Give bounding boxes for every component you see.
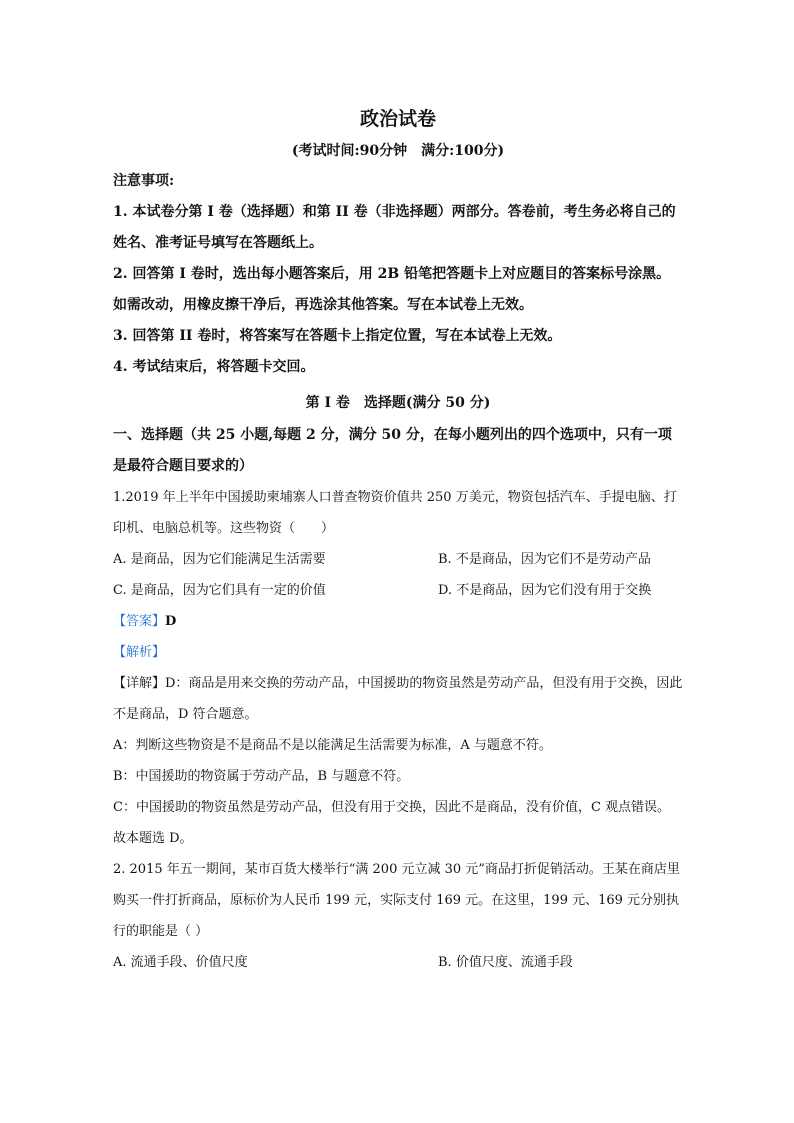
question-1-option-d: D. 不是商品，因为它们没有用于交换 <box>438 583 652 598</box>
exam-page <box>113 100 683 978</box>
page-title: 政治试卷 <box>359 108 436 130</box>
question-1-answer <box>113 606 683 637</box>
section-instructions: 一、选择题（共 25 小题,每题 2 分，满分 50 分，在每小题列出的四个选项中，只有一项是最符合题目要求的） <box>113 427 672 474</box>
page-subtitle: (考试时间:90分钟 满分:100分) <box>291 143 505 159</box>
question-1-option-a: A. 是商品，因为它们能满足生活需要 <box>113 552 326 567</box>
notice-item-1: 1. 本试卷分第 I 卷（选择题）和第 II 卷（非选择题）两部分。答卷前，考生务必将自己的姓名、准考证号填写在答题纸上。 <box>113 204 676 251</box>
question-1-options-row-2 <box>113 575 683 606</box>
section-title: 第 I 卷 选择题(满分 50 分) <box>305 395 491 411</box>
notice-heading: 注意事项: <box>113 173 175 189</box>
question-2-option-b: B. 价值尺度、流通手段 <box>438 955 573 970</box>
question-1-note-a: A：判断这些物资是不是商品不是以能满足生活需要为标准，A 与题意不符。 <box>113 738 552 753</box>
question-1-note-b: B：中国援助的物资属于劳动产品，B 与题意不符。 <box>113 769 410 784</box>
notice-item-3: 3. 回答第 II 卷时，将答案写在答题卡上指定位置，写在本试卷上无效。 <box>113 328 562 344</box>
question-1-detail: 【详解】D：商品是用来交换的劳动产品，中国援助的物资虽然是劳动产品，但没有用于交换，因此不是商品，D 符合题意。 <box>113 676 683 722</box>
question-1-stem: 1.2019 年上半年中国援助柬埔寨人口普查物资价值共 250 万美元，物资包括汽车、手提电脑、打印机、电脑总机等。这些物资（ ） <box>113 490 677 536</box>
question-2-option-a: A. 流通手段、价值尺度 <box>113 955 248 970</box>
notice-item-2: 2. 回答第 I 卷时，选出每小题答案后，用 2B 铅笔把答题卡上对应题目的答案标号涂黑。如需改动，用橡皮擦干净后，再选涂其他答案。写在本试卷上无效。 <box>113 266 671 313</box>
question-1-options-row-1 <box>113 544 683 575</box>
question-2-stem: 2. 2015 年五一期间，某市百货大楼举行“满 200 元立减 30 元”商品打折促销活动。王某在商店里购买一件打折商品，原标价为人民币 199 元，实际支付 169 元。在这里，199 元、169 元分别执行的职能是（ ） <box>113 862 680 939</box>
notice-item-4: 4. 考试结束后，将答题卡交回。 <box>113 359 315 375</box>
question-1-option-b: B. 不是商品，因为它们不是劳动产品 <box>438 552 651 567</box>
answer-label: 【答案】 <box>113 614 166 629</box>
analysis-label: 【解析】 <box>113 645 166 660</box>
answer-value: D <box>165 614 177 629</box>
question-1-note-c: C：中国援助的物资虽然是劳动产品，但没有用于交换，因此不是商品，没有价值，C 观点错误。 <box>113 800 671 815</box>
question-1-analysis <box>113 637 683 668</box>
question-1-conclusion: 故本题选 D。 <box>113 831 193 846</box>
question-1-option-c: C. 是商品，因为它们具有一定的价值 <box>113 583 326 598</box>
question-2-options-row-1 <box>113 947 683 978</box>
